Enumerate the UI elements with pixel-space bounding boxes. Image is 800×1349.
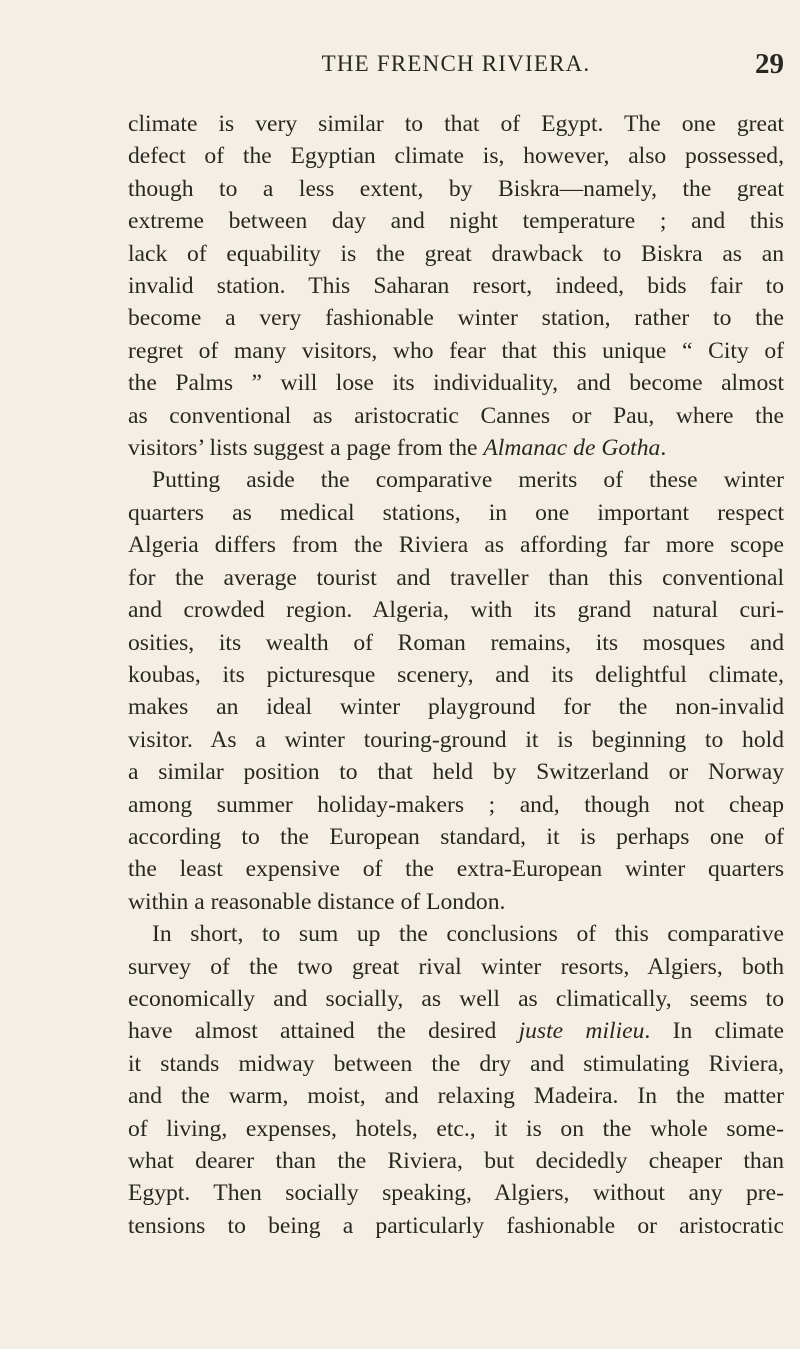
text-line-start: visitors’ lists suggest a page from the [128,435,484,462]
text-line: economically and socially, as well as climatically, seems to [128,985,784,1012]
text-line-end: . [660,435,667,462]
italic-phrase: juste milieu [518,1018,645,1045]
text-line: visitor. As a winter touring-ground it is beginning to hold [128,726,784,753]
running-title: THE FRENCH RIVIERA. [321,51,591,76]
text-line: survey of the two great rival winter resorts, Algiers, both [128,953,784,980]
text-line: extreme between day and night temperature ; and this [128,208,784,235]
text-line: climate is very similar to that of Egypt. The one great [128,111,784,137]
text-line-start: have almost attained the desired [128,1018,519,1045]
text-line: osities, its wealth of Roman remains, its mosques and [128,629,784,656]
italic-title: Almanac de Gotha [483,435,661,462]
running-head [128,44,784,84]
text-line: a similar position to that held by Switzerland or Norway [128,759,784,786]
text-line: quarters as medical stations, in one important respect [128,499,784,526]
text-line: invalid station. This Saharan resort, indeed, bids fair to [128,273,784,300]
text-line: and crowded region. Algeria, with its grand natural curi- [128,597,784,624]
text-line [128,432,784,464]
text-line: and the warm, moist, and relaxing Madeira. In the matter [128,1083,784,1110]
text-line: koubas, its picturesque scenery, and its delightful climate, [128,661,784,688]
text-line: become a very fashionable winter station, rather to the [128,305,784,332]
text-line: In short, to sum up the conclusions of this comparative [152,921,784,948]
text-line: of living, expenses, hotels, etc., it is on the whole some- [128,1115,784,1142]
text-line: defect of the Egyptian climate is, however, also possessed, [128,143,784,170]
text-line [128,1015,784,1047]
text-line-end: . In climate [644,1018,785,1045]
text-line: for the average tourist and traveller than this conventional [128,564,784,591]
text-line: the least expensive of the extra-European winter quarters [128,856,784,883]
text-line: Egypt. Then socially speaking, Algiers, without any pre- [128,1180,784,1207]
text-line: what dearer than the Riviera, but decidedly cheaper than [128,1148,784,1174]
text-line: Algeria differs from the Riviera as affording far more scope [128,532,784,559]
text-line: lack of equability is the great drawback to Biskra as an [128,240,784,267]
body-text [128,108,784,1242]
page-number: 29 [755,48,784,80]
text-line: as conventional as aristocratic Cannes or Pau, where the [128,402,784,429]
text-line: Putting aside the comparative merits of these winter [152,467,784,494]
text-line: the Palms ” will lose its individuality, and become almost [128,370,784,397]
text-line: tensions to being a particularly fashionable or aristocratic [128,1212,784,1239]
text-line: makes an ideal winter playground for the non-invalid [128,694,784,721]
text-line: regret of many visitors, who fear that this unique “ City of [128,337,784,364]
text-line: it stands midway between the dry and stimulating Riviera, [128,1050,784,1077]
text-line: within a reasonable distance of London. [128,888,506,915]
text-line: according to the European standard, it is perhaps one of [128,823,784,850]
text-line: though to a less extent, by Biskra—namely, the great [128,175,784,202]
text-line: among summer holiday-makers ; and, though not cheap [128,791,784,818]
